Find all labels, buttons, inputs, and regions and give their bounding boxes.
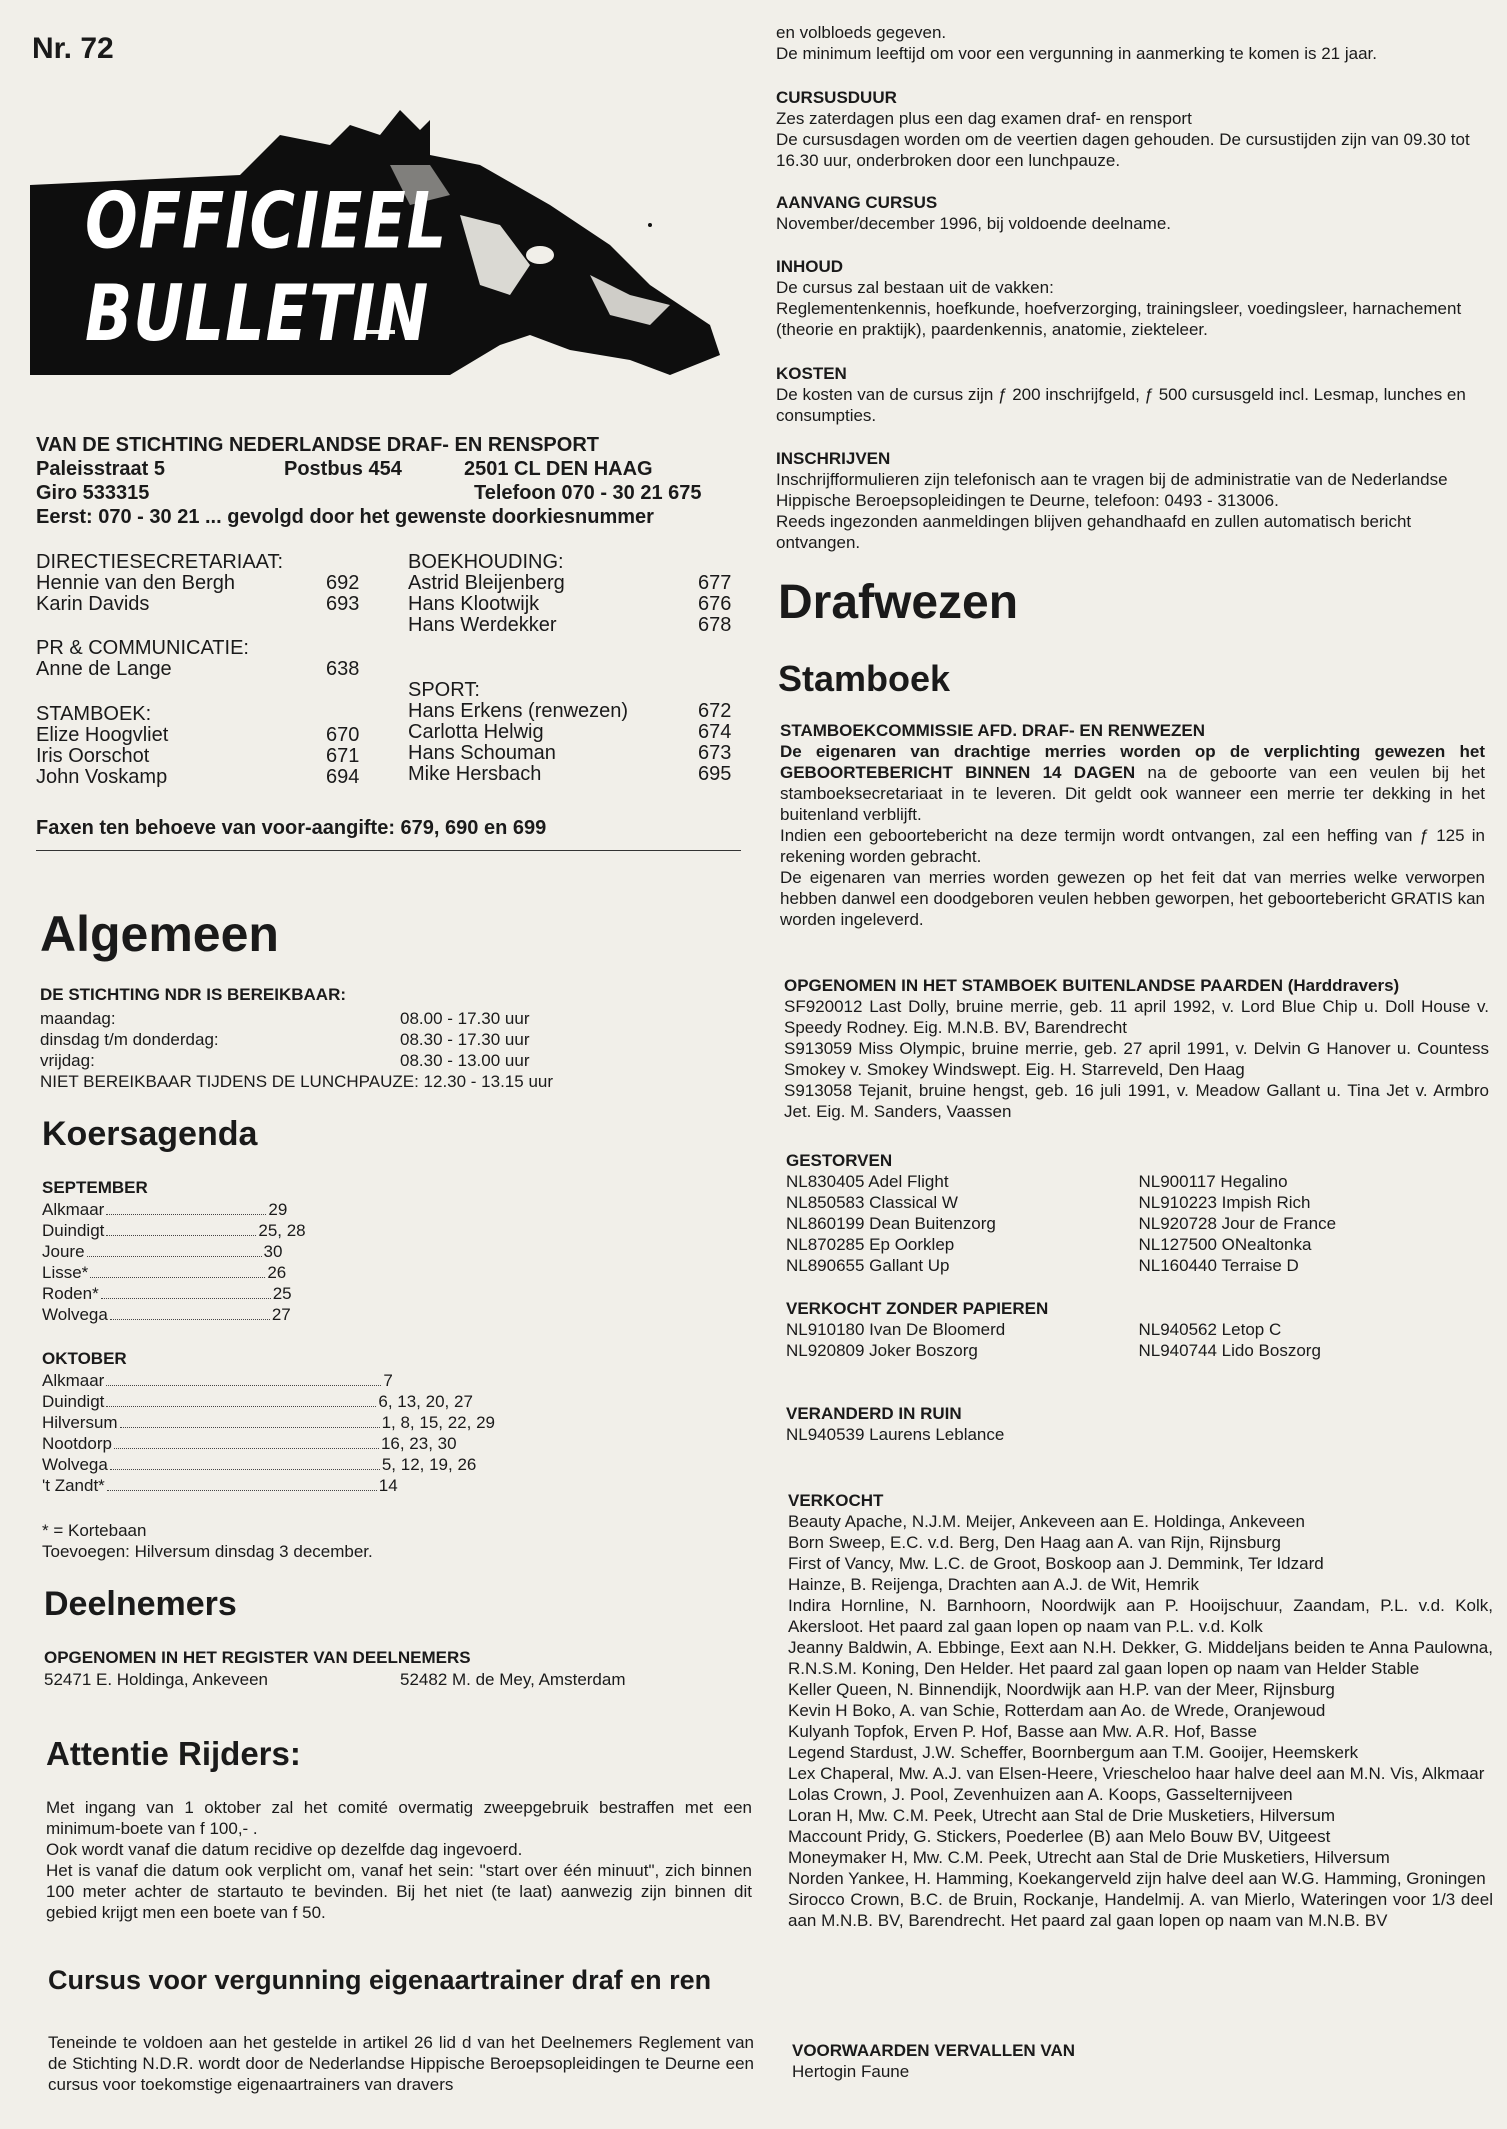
race-place: Wolvega [42,1455,108,1474]
race-dates: 6, 13, 20, 27 [378,1392,473,1411]
contact-boekhouding [408,552,738,636]
section-body: SF920012 Last Dolly, bruine merrie, geb. 11 april 1992, v. Lord Blue Chip u. Doll House v. Speedy Rodney. Eig. M.N.B. BV, Barendrecht S913059 Miss Olympic, bruine merrie, geb. 27 april 1991, v. Delvin G Hanover u. Countess Smokey v. Smokey Windswept. Eig. H. Starreveld, Den Haag S913058 Tejanit, bruine hengst, geb. 16 juli 1991, v. Meadow Gallant u. Tina Jet v. Armbro Jet. Eig. M. Sanders, Vaassen [784,997,1489,1121]
org-name: VAN DE STICHTING NEDERLANDSE DRAF- EN RENSPORT [36,434,599,456]
inhoud-section [776,256,1481,340]
section-title: VOORWAARDEN VERVALLEN VAN [792,2041,1076,2060]
contact-title: DIRECTIESECRETARIAAT: [36,551,284,573]
race-entry [42,1475,502,1496]
contact-name: Hans Erkens (renwezen) [408,700,629,722]
contact-name: Hans Schouman [408,742,556,764]
koersagenda-heading: Koersagenda [42,1115,258,1153]
dot-leader [106,1370,381,1386]
dot-leader [120,1412,380,1428]
contact-ext: 694 [326,766,360,788]
race-dates: 29 [268,1200,288,1219]
hours-day: vrijdag: [40,1051,95,1070]
section-body: Inschrijfformulieren zijn telefonisch aan te vragen bij de administratie van de Nederlandse Hippische Beroepsopleidingen te Deurne, telefoon: 0493 - 313006. Reeds ingezonden aanmeldingen blijven gehandhaafd en zullen automatisch bericht ontvangen. [776,470,1448,552]
oktober-heading: OKTOBER [42,1349,127,1368]
race-place: Lisse* [42,1263,89,1282]
contact-name: Karin Davids [36,593,150,615]
contact-ext: 693 [326,593,360,615]
issue-number: Nr. 72 [32,32,114,65]
contact-ext: 670 [326,724,360,746]
verkocht-section [788,1490,1493,1931]
dot-leader [101,1283,271,1299]
contact-name: Hans Klootwijk [408,593,540,615]
cursusduur-section [776,87,1481,171]
hours-time: 08.30 - 17.30 uur [400,1030,530,1049]
list-item: NL830405 Adel Flight [786,1172,949,1191]
dot-leader [106,1199,266,1215]
race-entry [42,1262,502,1283]
race-place: Alkmaar [42,1371,105,1390]
race-entry [42,1454,502,1475]
list-column [1139,1319,1492,1361]
cursus-body: Teneinde te voldoen aan het gestelde in artikel 26 lid d van het Deelnemers Reglement van de Stichting N.D.R. wordt door de Nederlandse Hippische Beroepsopleidingen te Deurne een cursus voor toekomstige eigenaartrainers van dravers [48,2033,754,2094]
org-postbus: Postbus 454 [284,458,402,480]
section-title: STAMBOEKCOMMISSIE AFD. DRAF- EN RENWEZEN [780,721,1205,740]
contact-title: PR & COMMUNICATIE: [36,637,249,659]
contact-name: Hans Werdekker [408,614,557,636]
section-title: VERKOCHT [788,1491,884,1510]
contact-name: Iris Oorschot [36,745,150,767]
race-dates: 25 [272,1284,292,1303]
comm-bold: De eigenaren van drachtige merries worden op de verplichting gewezen het GEBOORTEBERICHT BINNEN 14 DAGEN [780,742,1485,782]
section-body: Hertogin Faune [792,2062,910,2081]
dot-leader [87,1241,262,1257]
algemeen-subheading: DE STICHTING NDR IS BEREIKBAAR: [40,985,347,1004]
list-item: NL850583 Classical W [786,1193,958,1212]
contact-name: Mike Hersbach [408,763,542,785]
dot-leader [107,1475,377,1491]
org-block [36,433,746,529]
oktober-list [42,1370,502,1496]
contact-title: SPORT: [408,679,480,701]
list-item: NL160440 Terraise D [1138,1256,1299,1275]
list-item: NL920809 Joker Boszorg [786,1341,978,1360]
attentie-p2: Ook wordt vanaf die datum recidive op dezelfde dag ingevoerd. [46,1840,523,1859]
list-column [1139,1171,1492,1276]
race-dates: 7 [383,1371,393,1390]
verkocht-zonder-list [786,1319,1491,1361]
divider [36,850,741,851]
race-dates: 26 [267,1263,287,1282]
kortebaan-note: * = Kortebaan [42,1521,147,1540]
race-dates: 1, 8, 15, 22, 29 [381,1413,495,1432]
race-place: Joure [42,1242,85,1261]
deelnemer-1: 52471 E. Holdinga, Ankeveen [44,1670,269,1689]
verkocht-zonder-section [786,1298,1491,1361]
contact-ext: 671 [326,745,360,767]
hours-day: dinsdag t/m donderdag: [40,1030,219,1049]
contact-ext: 676 [698,593,732,615]
contact-ext: 673 [698,742,732,764]
race-place: Hilversum [42,1413,118,1432]
contact-ext: 638 [326,658,360,680]
contact-name: Elize Hoogvliet [36,724,169,746]
dot-leader [106,1391,376,1407]
september-heading: SEPTEMBER [42,1178,148,1197]
deelnemers-heading: Deelnemers [44,1585,237,1623]
list-column [786,1171,1139,1276]
opgenomen-section [784,975,1489,1122]
section-body: Zes zaterdagen plus een dag examen draf- en rensport De cursusdagen worden om de veertien dagen gehouden. De cursustijden zijn van 09.30 tot 16.30 uur, onderbroken door een lunchpauze. [776,109,1470,170]
race-entry [42,1433,502,1454]
september-list [42,1199,502,1325]
race-dates: 27 [271,1305,291,1324]
attentie-p3: Het is vanaf die datum ook verplicht om, vanaf het sein: "start over één minuut", zich binnen 100 meter achter de startauto te bevinden. Bij het niet (te laat) aanwezig zijn binnen dit gebied krijgt men een boete van f 50. [46,1861,752,1922]
section-body: November/december 1996, bij voldoende deelname. [776,214,1172,233]
contact-name: Hennie van den Bergh [36,572,236,594]
section-title: VERKOCHT ZONDER PAPIEREN [786,1299,1049,1318]
list-item: NL860199 Dean Buitenzorg [786,1214,996,1233]
list-item: NL940744 Lido Boszorg [1138,1341,1321,1360]
contact-sport [408,680,738,785]
hours-time: 08.00 - 17.30 uur [400,1009,530,1028]
contact-ext: 677 [698,572,732,594]
contact-name: John Voskamp [36,766,168,788]
comm-p2: Indien een geboortebericht na deze termijn wordt ontvangen, zal een heffing van ƒ 125 in rekening worden gebracht. [780,826,1485,866]
gestorven-list [786,1171,1491,1276]
stamboek-heading: Stamboek [778,658,951,699]
contact-directie [36,552,366,615]
section-body: De cursus zal bestaan uit de vakken: Reglementenkennis, hoefkunde, hoefverzorging, trainingsleer, voedingsleer, harnachement (theorie en praktijk), paardenkennis, anatomie, ziekteleer. [776,278,1462,339]
gestorven-section [786,1150,1491,1276]
dot-leader [90,1262,265,1278]
masthead-line2: BULLETIN [85,267,430,359]
section-title: OPGENOMEN IN HET STAMBOEK BUITENLANDSE PAARDEN (Harddravers) [784,976,1400,995]
list-item: NL920728 Jour de France [1138,1214,1337,1233]
ruin-section [786,1403,1491,1445]
comm-p3: De eigenaren van merries worden gewezen op het feit dat van merries welke verworpen hebben danwel een doodgeboren veulen hebben geworpen, het geboortebericht GRATIS kan worden ingeleverd. [780,868,1485,929]
dot-leader [110,1304,270,1320]
stamboekcommissie-section [780,720,1485,930]
contact-ext: 695 [698,763,732,785]
race-dates: 30 [263,1242,283,1261]
race-place: Alkmaar [42,1200,105,1219]
org-street: Paleisstraat 5 [36,458,165,480]
race-entry [42,1241,502,1262]
attentie-heading: Attentie Rijders: [46,1735,301,1772]
list-item: NL900117 Hegalino [1138,1172,1288,1191]
race-entry [42,1412,502,1433]
cursus-continued [776,22,1481,64]
contact-name: Astrid Bleijenberg [408,572,565,594]
contact-ext: 674 [698,721,732,743]
list-column [786,1319,1139,1361]
attentie-body [46,1797,752,1923]
list-item: NL890655 Gallant Up [786,1256,950,1275]
contact-title: BOEKHOUDING: [408,551,564,573]
inschrijven-section [776,448,1481,553]
attentie-p1: Met ingang van 1 oktober zal het comité overmatig zweepgebruik bestraffen met een minimum-boete van f 100,- . [46,1798,752,1838]
deelnemer-2: 52482 M. de Mey, Amsterdam [400,1670,626,1689]
kosten-section [776,363,1481,426]
section-title: GESTORVEN [786,1151,893,1170]
section-title: AANVANG CURSUS [776,193,938,212]
org-first: Eerst: 070 - 30 21 ... gevolgd door het gewenste doorkiesnummer [36,506,654,528]
race-dates: 5, 12, 19, 26 [381,1455,477,1474]
cursus-heading: Cursus voor vergunning eigenaartrainer draf en ren [48,1965,712,1995]
masthead-line1: OFFICIEEL [85,175,448,267]
section-body: De kosten van de cursus zijn ƒ 200 inschrijfgeld, ƒ 500 cursusgeld incl. Lesmap, lunches en consumpties. [776,385,1466,425]
list-item: NL870285 Ep Oorklep [786,1235,955,1254]
opening-hours [40,1008,680,1092]
org-phone: Telefoon 070 - 30 21 675 [474,482,702,504]
fax-line: Faxen ten behoeve van voor-aangifte: 679, 690 en 699 [36,817,547,839]
org-giro: Giro 533315 [36,482,150,504]
race-entry [42,1391,502,1412]
section-title: VERANDERD IN RUIN [786,1404,962,1423]
dot-leader [114,1433,379,1449]
list-item: NL940562 Letop C [1138,1320,1282,1339]
race-dates: 25, 28 [258,1221,306,1240]
toevoegen-note: Toevoegen: Hilversum dinsdag 3 december. [42,1542,373,1561]
contact-name: Anne de Lange [36,658,172,680]
section-title: INSCHRIJVEN [776,449,891,468]
aanvang-section [776,192,1481,234]
cont-line1: en volbloeds gegeven. [776,23,947,42]
race-entry [42,1220,502,1241]
contact-ext: 678 [698,614,732,636]
hours-day: maandag: [40,1009,116,1028]
section-title: INHOUD [776,257,844,276]
contact-pr [36,638,366,680]
race-place: Roden* [42,1284,99,1303]
contact-ext: 692 [326,572,360,594]
race-entry [42,1370,502,1391]
contact-stamboek [36,704,366,788]
section-title: KOSTEN [776,364,847,383]
hours-time: 08.30 - 13.00 uur [400,1051,530,1070]
race-entry [42,1199,502,1220]
contact-title: STAMBOEK: [36,703,152,725]
drafwezen-heading: Drafwezen [778,576,1019,629]
race-place: Nootdorp [42,1434,112,1453]
algemeen-heading: Algemeen [40,906,279,962]
masthead-title [85,175,447,360]
contact-name: Carlotta Helwig [408,721,544,743]
contact-ext: 672 [698,700,732,722]
race-entry [42,1304,502,1325]
race-place: 't Zandt* [42,1476,105,1495]
list-item: NL910180 Ivan De Bloomerd [786,1320,1006,1339]
race-entry [42,1283,502,1304]
race-place: Duindigt [42,1392,105,1411]
section-title: CURSUSDUUR [776,88,897,107]
section-body: NL940539 Laurens Leblance [786,1425,1005,1444]
dot-leader [110,1454,380,1470]
section-body: Beauty Apache, N.J.M. Meijer, Ankeveen aan E. Holdinga, Ankeveen Born Sweep, E.C. v.d. Berg, Den Haag aan A. van Rijn, Rijnsburg First of Vancy, Mw. L.C. de Groot, Boskoop aan J. Demmink, Ter Idzard Hainze, B. Reijenga, Drachten aan A.J. de Wit, Hemrik Indira Hornline, N. Barnhoorn, Noordwijk aan P. Hooijschuur, Zaandam, P.L. v.d. Kolk, Akersloot. Het paard zal gaan lopen op naam van P.L. v.d. Kolk Jeanny Baldwin, A. Ebbinge, Eext aan N.H. Dekker, G. Middeljans beiden te Anna Paulowna, R.N.S.M. Koning, Den Helder. Het paard zal gaan lopen op naam van Helder Stable Keller Queen, N. Binnendijk, Noordwijk aan H.P. van der Meer, Rijnsburg Kevin H Boko, A. van Schie, Rotterdam aan Ao. de Wrede, Oranjewoud Kulyanh Topfok, Erven P. Hof, Basse aan Mw. A.R. Hof, Basse Legend Stardust, J.W. Scheffer, Boornbergum aan T.M. Gooijer, Heemskerk Lex Chaperal, Mw. A.J. van Elsen-Heere, Vriescheloo haar halve deel aan M.N. Vis, Alkmaar Lolas Crown, J. Pool, Zevenhuizen aan A. Koops, Gasselternijveen Loran H, Mw. C.M. Peek, Utrecht aan Stal de Drie Musketiers, Hilversum Maccount Pridy, G. Stickers, Poederlee (B) aan Melo Bouw BV, Uitgeest Moneymaker H, Mw. C.M. Peek, Utrecht aan Stal de Drie Musketiers, Hilversum Norden Yankee, H. Hamming, Koekangerveld zijn halve deel aan W.G. Hamming, Groningen Sirocco Crown, B.C. de Bruin, Rockanje, Handelmij. A. van Mierlo, Wateringen voor 1/3 deel aan M.N.B. BV, Barendrecht. Het paard zal gaan lopen op naam van M.N.B. BV [788,1512,1493,1930]
masthead-logo [30,105,730,375]
lunch-note: NIET BEREIKBAAR TIJDENS DE LUNCHPAUZE: 12.30 - 13.15 uur [40,1072,554,1091]
dot-leader [106,1220,256,1236]
list-item: NL910223 Impish Rich [1138,1193,1311,1212]
voorwaarden-section [792,2040,1497,2082]
race-place: Wolvega [42,1305,108,1324]
deelnemers-subheading: OPGENOMEN IN HET REGISTER VAN DEELNEMERS [44,1648,471,1667]
org-city: 2501 CL DEN HAAG [464,458,653,480]
race-dates: 14 [378,1476,398,1495]
cont-line2: De minimum leeftijd om voor een vergunning in aanmerking te komen is 21 jaar. [776,44,1377,63]
comm-rest: na de geboorte van een veulen bij het stamboeksecretariaat in te leveren. Dit geldt ook wanneer een merrie ter dekking in het buitenland verblijft. [780,763,1485,824]
list-item: NL127500 ONealtonka [1138,1235,1312,1254]
race-dates: 16, 23, 30 [380,1434,457,1453]
race-place: Duindigt [42,1221,105,1240]
